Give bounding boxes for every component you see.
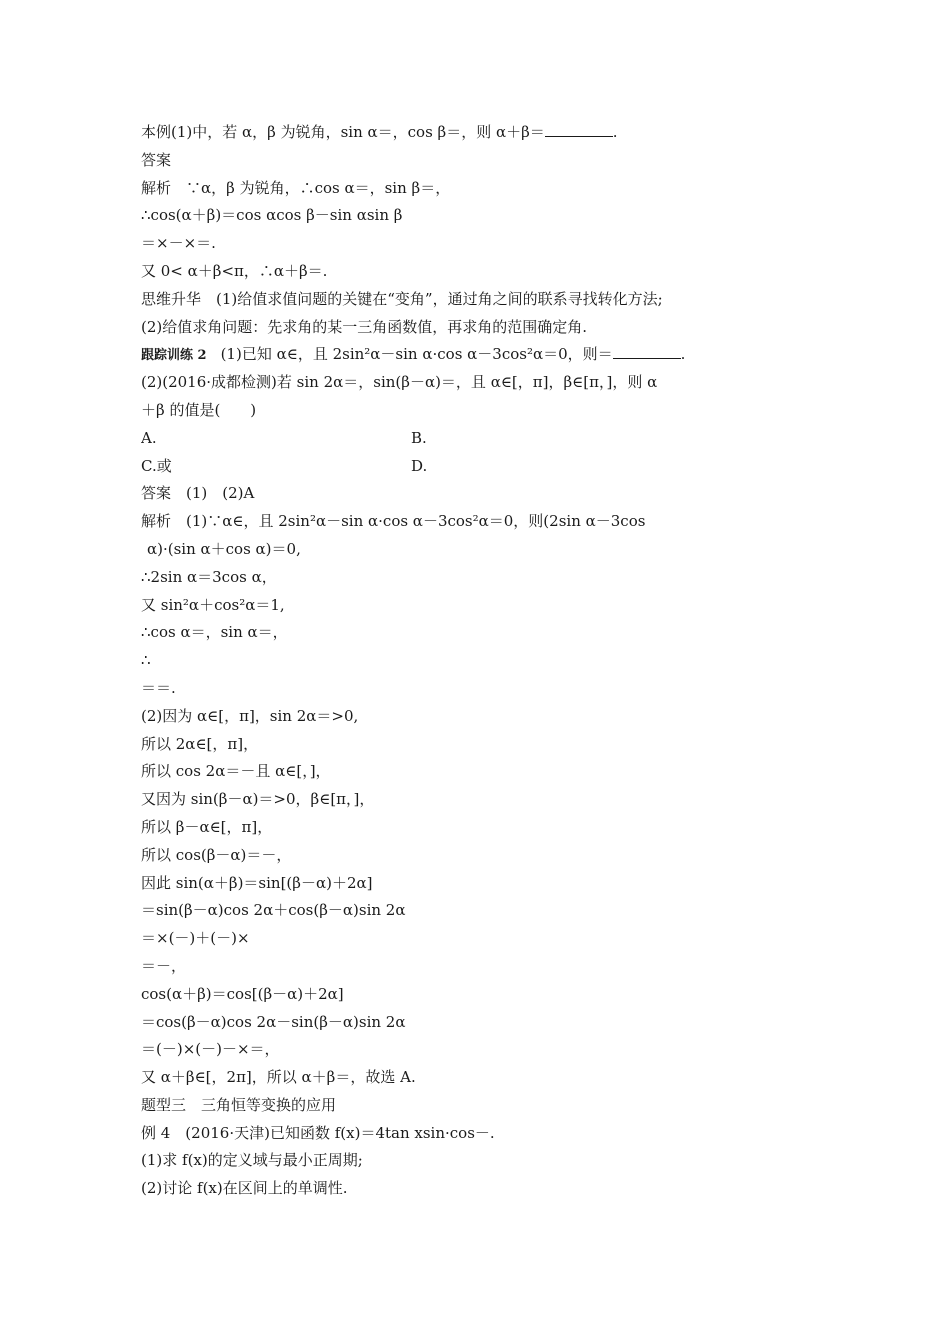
section-heading: 题型三 三角恒等变换的应用 <box>141 1095 337 1114</box>
training-label: 跟踪训练 2 <box>141 348 207 364</box>
solution-line: ＝＝. <box>141 678 176 697</box>
choice-row <box>141 425 821 453</box>
solution-line: ＝(－)×(－)－×＝， <box>141 1040 280 1059</box>
exercise-variant-question: 本例(1)中，若 α，β 为锐角，sin α＝，cos β＝，则 α＋β＝ . <box>141 123 618 141</box>
solution-line: ＝×(－)＋(－)× <box>141 929 250 948</box>
method-summary: (2)给值求角问题：先求角的某一三角函数值，再求角的范围确定角. <box>141 317 588 336</box>
training-question-2: ＋β 的值是( ) <box>141 400 257 419</box>
solution-line: ∴cos(α＋β)＝cos αcos β－sin αsin β <box>141 206 403 225</box>
solution-line: 所以 cos 2α＝－且 α∈[，]， <box>141 762 331 781</box>
solution-line: (2)因为 α∈[，π]，sin 2α＝>0, <box>141 706 359 725</box>
solution-line: 所以 β－α∈[，π]， <box>141 817 273 836</box>
choice-c: C.或 <box>141 456 172 475</box>
example-question: 例 4 (2016·天津)已知函数 f(x)＝4tan xsin·cos－. <box>141 1123 495 1142</box>
solution-line: 又因为 sin(β－α)＝>0，β∈[π，]， <box>141 790 375 809</box>
solution-line: 又 sin²α＋cos²α＝1, <box>141 595 285 614</box>
answer-heading: 答案 (1) (2)A <box>141 484 255 503</box>
answer-blank <box>613 344 681 359</box>
solution-line: 解析 ∵α，β 为锐角，∴cos α＝，sin β＝， <box>141 178 451 197</box>
solution-line: 又 0< α＋β<π，∴α＋β＝. <box>141 261 328 280</box>
solution-line: α)·(sin α＋cos α)＝0, <box>147 539 301 558</box>
answer-heading: 答案 <box>141 150 172 169</box>
choice-b: B. <box>411 428 427 447</box>
solution-line: 又 α＋β∈[，2π]，所以 α＋β＝，故选 A. <box>141 1068 416 1087</box>
solution-line: cos(α＋β)＝cos[(β－α)＋2α] <box>141 984 344 1003</box>
training-question-1: 跟踪训练 2 (1)已知 α∈，且 2sin²α－sin α·cos α－3cos²α＝0，则＝ . <box>141 345 686 364</box>
solution-line: ∴ <box>141 651 151 670</box>
choice-a: A. <box>141 428 157 447</box>
solution-line: ∴2sin α＝3cos α， <box>141 567 277 586</box>
solution-line: ＝－， <box>141 956 187 975</box>
example-question: (1)求 f(x)的定义域与最小正周期; <box>141 1151 363 1170</box>
solution-line: 所以 2α∈[，π]， <box>141 734 259 753</box>
solution-line: ＝×－×＝. <box>141 234 216 253</box>
solution-line: 解析 (1)∵α∈，且 2sin²α－sin α·cos α－3cos²α＝0，则(2sin α－3cos <box>141 512 646 531</box>
example-question: (2)讨论 f(x)在区间上的单调性. <box>141 1179 348 1198</box>
answer-blank <box>545 122 613 137</box>
document-body <box>141 119 821 1203</box>
choice-row <box>141 453 821 481</box>
training-question-2: (2)(2016·成都检测)若 sin 2α＝，sin(β－α)＝，且 α∈[，π]，β∈[π，]，则 α <box>141 373 658 392</box>
choice-d: D. <box>411 456 428 475</box>
solution-line: 所以 cos(β－α)＝－， <box>141 845 292 864</box>
solution-line: ∴cos α＝，sin α＝， <box>141 623 288 642</box>
solution-line: ＝sin(β－α)cos 2α＋cos(β－α)sin 2α <box>141 901 406 920</box>
solution-line: ＝cos(β－α)cos 2α－sin(β－α)sin 2α <box>141 1012 406 1031</box>
method-summary: 思维升华 (1)给值求值问题的关键在“变角”，通过角之间的联系寻找转化方法; <box>141 289 663 308</box>
solution-line: 因此 sin(α＋β)＝sin[(β－α)＋2α] <box>141 873 373 892</box>
